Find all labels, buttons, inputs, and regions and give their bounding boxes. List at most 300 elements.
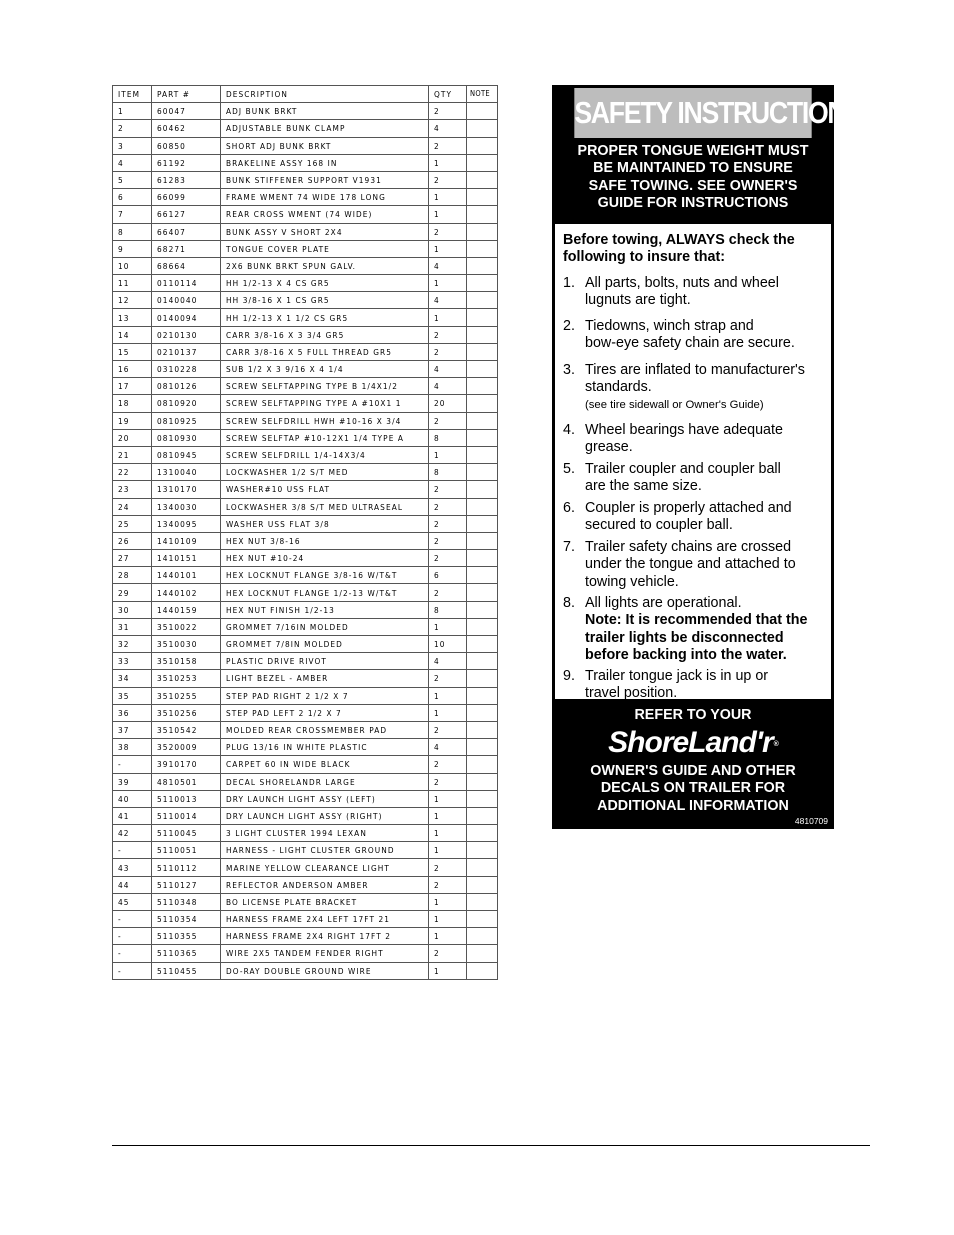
cell-qty: 2	[429, 584, 467, 601]
cell-part-number: 1440102	[152, 584, 221, 601]
cell-qty: 1	[429, 704, 467, 721]
cell-qty: 8	[429, 601, 467, 618]
item-text	[585, 318, 795, 353]
cell-item: 32	[113, 636, 152, 653]
table-row	[113, 876, 498, 893]
cell-qty: 1	[429, 807, 467, 824]
cell-description: REFLECTOR ANDERSON AMBER	[221, 876, 429, 893]
cell-description: LOCKWASHER 1/2 S/T MED	[221, 464, 429, 481]
cell-item: 16	[113, 361, 152, 378]
cell-qty: 2	[429, 481, 467, 498]
cell-item: -	[113, 842, 152, 859]
footer-rule	[112, 1145, 870, 1146]
table-row	[113, 412, 498, 429]
cell-qty: 1	[429, 911, 467, 928]
cell-qty: 2	[429, 223, 467, 240]
safety-title: SAFETY INSTRUCTIONS	[574, 88, 811, 138]
cell-qty: 2	[429, 343, 467, 360]
item-text	[585, 461, 781, 496]
cell-item: 2	[113, 120, 152, 137]
cell-part-number: 3520009	[152, 739, 221, 756]
table-row	[113, 171, 498, 188]
cell-part-number: 60462	[152, 120, 221, 137]
cell-qty: 2	[429, 498, 467, 515]
owners-guide-note	[552, 763, 834, 815]
table-row	[113, 859, 498, 876]
checklist-intro	[563, 232, 795, 267]
cell-qty: 2	[429, 171, 467, 188]
cell-note	[467, 704, 498, 721]
item-line: travel position.	[585, 685, 678, 702]
cell-note	[467, 171, 498, 188]
cell-part-number: 1310040	[152, 464, 221, 481]
cell-description: GROMMET 7/16IN MOLDED	[221, 618, 429, 635]
warning-line: BE MAINTAINED TO ENSURE	[593, 160, 793, 177]
table-row	[113, 257, 498, 274]
table-row	[113, 292, 498, 309]
cell-qty: 4	[429, 653, 467, 670]
cell-qty: 1	[429, 842, 467, 859]
item-line: Trailer safety chains are crossed	[585, 539, 792, 555]
cell-qty: 1	[429, 825, 467, 842]
cell-note	[467, 464, 498, 481]
shorelandr-logo	[552, 727, 834, 759]
table-row	[113, 275, 498, 292]
cell-part-number: 66099	[152, 189, 221, 206]
table-row	[113, 807, 498, 824]
cell-item: 5	[113, 171, 152, 188]
table-row	[113, 498, 498, 515]
cell-part-number: 1410109	[152, 532, 221, 549]
cell-part-number: 5110014	[152, 807, 221, 824]
cell-note	[467, 189, 498, 206]
cell-note	[467, 343, 498, 360]
cell-item: 20	[113, 429, 152, 446]
cell-description: HARNESS - LIGHT CLUSTER GROUND	[221, 842, 429, 859]
cell-description: STEP PAD RIGHT 2 1/2 X 7	[221, 687, 429, 704]
cell-note	[467, 275, 498, 292]
cell-item: -	[113, 962, 152, 979]
cell-part-number: 0210137	[152, 343, 221, 360]
cell-qty: 4	[429, 378, 467, 395]
cell-item: 1	[113, 103, 152, 120]
cell-item: 36	[113, 704, 152, 721]
cell-qty: 1	[429, 446, 467, 463]
cell-description: 3 LIGHT CLUSTER 1994 LEXAN	[221, 825, 429, 842]
cell-description: HH 3/8-16 X 1 CS GR5	[221, 292, 429, 309]
cell-description: CARR 3/8-16 X 5 FULL THREAD GR5	[221, 343, 429, 360]
parts-list-table	[112, 85, 498, 980]
item-line: under the tongue and attached to	[585, 556, 796, 573]
cell-item: 34	[113, 670, 152, 687]
cell-part-number: 5110013	[152, 790, 221, 807]
cell-part-number: 0310228	[152, 361, 221, 378]
cell-note	[467, 309, 498, 326]
item-number: 4.	[563, 422, 575, 438]
cell-description: BUNK ASSY V SHORT 2X4	[221, 223, 429, 240]
cell-qty: 1	[429, 154, 467, 171]
table-row	[113, 618, 498, 635]
cell-note	[467, 532, 498, 549]
cell-note	[467, 790, 498, 807]
table-row	[113, 756, 498, 773]
cell-qty: 20	[429, 395, 467, 412]
cell-description: HEX NUT #10-24	[221, 550, 429, 567]
cell-note	[467, 412, 498, 429]
cell-note	[467, 859, 498, 876]
item-number: 3.	[563, 362, 575, 378]
cell-note	[467, 601, 498, 618]
table-row	[113, 567, 498, 584]
cell-qty: 2	[429, 515, 467, 532]
item-text	[585, 362, 805, 414]
item-line: Coupler is properly attached and	[585, 500, 792, 516]
cell-part-number: 5110045	[152, 825, 221, 842]
warning-line: GUIDE FOR INSTRUCTIONS	[597, 194, 789, 211]
cell-item: 33	[113, 653, 152, 670]
cell-part-number: 0140040	[152, 292, 221, 309]
table-row	[113, 137, 498, 154]
cell-item: 17	[113, 378, 152, 395]
cell-note	[467, 928, 498, 945]
cell-description: PLUG 13/16 IN WHITE PLASTIC	[221, 739, 429, 756]
item-line: lugnuts are tight.	[585, 292, 691, 309]
cell-part-number: 1340030	[152, 498, 221, 515]
cell-description: HH 1/2-13 X 1 1/2 CS GR5	[221, 309, 429, 326]
header-part-number: PART #	[152, 86, 221, 103]
cell-item: 43	[113, 859, 152, 876]
cell-description: TONGUE COVER PLATE	[221, 240, 429, 257]
cell-note	[467, 842, 498, 859]
item-note-line: before backing into the water.	[585, 646, 787, 663]
cell-item: 45	[113, 893, 152, 910]
item-line: All parts, bolts, nuts and wheel	[585, 275, 779, 291]
table-row	[113, 206, 498, 223]
table-row	[113, 945, 498, 962]
cell-note	[467, 945, 498, 962]
cell-part-number: 0810126	[152, 378, 221, 395]
cell-description: WASHER#10 USS FLAT	[221, 481, 429, 498]
cell-part-number: 1410151	[152, 550, 221, 567]
cell-part-number: 3910170	[152, 756, 221, 773]
cell-item: 22	[113, 464, 152, 481]
cell-part-number: 5110355	[152, 928, 221, 945]
table-row	[113, 653, 498, 670]
cell-part-number: 3510256	[152, 704, 221, 721]
cell-qty: 1	[429, 618, 467, 635]
cell-item: -	[113, 911, 152, 928]
cell-item: 42	[113, 825, 152, 842]
cell-description: 2X6 BUNK BRKT SPUN GALV.	[221, 257, 429, 274]
cell-qty: 1	[429, 240, 467, 257]
registered-mark: ®	[773, 741, 778, 748]
cell-qty: 2	[429, 412, 467, 429]
table-row	[113, 326, 498, 343]
cell-part-number: 4810501	[152, 773, 221, 790]
cell-part-number: 68664	[152, 257, 221, 274]
cell-part-number: 1340095	[152, 515, 221, 532]
cell-item: 18	[113, 395, 152, 412]
cell-note	[467, 292, 498, 309]
cell-part-number: 5110127	[152, 876, 221, 893]
cell-item: 21	[113, 446, 152, 463]
warning-line: PROPER TONGUE WEIGHT MUST	[577, 143, 809, 159]
towing-checklist	[555, 224, 831, 702]
cell-part-number: 5110112	[152, 859, 221, 876]
table-row	[113, 721, 498, 738]
owners-line: ADDITIONAL INFORMATION	[597, 797, 789, 814]
cell-item: 25	[113, 515, 152, 532]
cell-part-number: 5110051	[152, 842, 221, 859]
cell-qty: 2	[429, 137, 467, 154]
cell-description: HEX NUT FINISH 1/2-13	[221, 601, 429, 618]
cell-description: BO LICENSE PLATE BRACKET	[221, 893, 429, 910]
cell-part-number: 0140094	[152, 309, 221, 326]
cell-qty: 1	[429, 928, 467, 945]
cell-description: FRAME WMENT 74 WIDE 178 LONG	[221, 189, 429, 206]
cell-description: DRY LAUNCH LIGHT ASSY (RIGHT)	[221, 807, 429, 824]
cell-item: 4	[113, 154, 152, 171]
cell-qty: 4	[429, 739, 467, 756]
parts-table-body	[113, 103, 498, 980]
item-number: 1.	[563, 275, 575, 291]
refer-to-your: REFER TO YOUR	[634, 707, 752, 723]
item-number: 5.	[563, 461, 575, 477]
cell-item: 44	[113, 876, 152, 893]
item-line: bow-eye safety chain are secure.	[585, 335, 795, 352]
cell-qty: 2	[429, 876, 467, 893]
table-row	[113, 223, 498, 240]
cell-description: HARNESS FRAME 2X4 LEFT 17FT 21	[221, 911, 429, 928]
cell-qty: 4	[429, 120, 467, 137]
cell-part-number: 68271	[152, 240, 221, 257]
cell-part-number: 5110365	[152, 945, 221, 962]
decal-part-number: 4810709	[794, 816, 828, 826]
tongue-weight-warning	[552, 143, 834, 212]
cell-description: LIGHT BEZEL - AMBER	[221, 670, 429, 687]
cell-part-number: 3510022	[152, 618, 221, 635]
table-row	[113, 154, 498, 171]
item-number: 8.	[563, 595, 575, 611]
item-line: Tiedowns, winch strap and	[585, 318, 754, 334]
item-line: Trailer tongue jack is in up or	[585, 668, 769, 684]
cell-qty: 1	[429, 275, 467, 292]
cell-description: SUB 1/2 X 3 9/16 X 4 1/4	[221, 361, 429, 378]
cell-part-number: 0210130	[152, 326, 221, 343]
header-note: NOTE	[467, 86, 498, 103]
table-row	[113, 309, 498, 326]
cell-description: CARPET 60 IN WIDE BLACK	[221, 756, 429, 773]
cell-item: 15	[113, 343, 152, 360]
cell-qty: 4	[429, 257, 467, 274]
cell-description: HEX LOCKNUT FLANGE 1/2-13 W/T&T	[221, 584, 429, 601]
cell-item: 27	[113, 550, 152, 567]
header-qty: QTY	[429, 86, 467, 103]
cell-note	[467, 687, 498, 704]
cell-qty: 2	[429, 550, 467, 567]
cell-qty: 2	[429, 670, 467, 687]
cell-qty: 1	[429, 790, 467, 807]
cell-item: 38	[113, 739, 152, 756]
cell-part-number: 66127	[152, 206, 221, 223]
table-row	[113, 670, 498, 687]
table-row	[113, 240, 498, 257]
cell-part-number: 1440159	[152, 601, 221, 618]
table-row	[113, 893, 498, 910]
cell-part-number: 5110455	[152, 962, 221, 979]
cell-item: -	[113, 945, 152, 962]
cell-note	[467, 361, 498, 378]
cell-note	[467, 257, 498, 274]
cell-note	[467, 378, 498, 395]
cell-note	[467, 807, 498, 824]
cell-item: 14	[113, 326, 152, 343]
cell-description: BRAKELINE ASSY 168 IN	[221, 154, 429, 171]
logo-text: ShoreLand'r	[608, 726, 773, 759]
cell-item: 26	[113, 532, 152, 549]
cell-description: ADJ BUNK BRKT	[221, 103, 429, 120]
cell-part-number: 1310170	[152, 481, 221, 498]
cell-part-number: 5110354	[152, 911, 221, 928]
table-row	[113, 481, 498, 498]
cell-item: 35	[113, 687, 152, 704]
cell-description: WASHER USS FLAT 3/8	[221, 515, 429, 532]
cell-description: SHORT ADJ BUNK BRKT	[221, 137, 429, 154]
cell-part-number: 1440101	[152, 567, 221, 584]
cell-description: SCREW SELFTAP #10-12X1 1/4 TYPE A	[221, 429, 429, 446]
item-text	[585, 539, 796, 591]
owners-line: DECALS ON TRAILER FOR	[600, 780, 786, 797]
cell-item: 9	[113, 240, 152, 257]
cell-description: MARINE YELLOW CLEARANCE LIGHT	[221, 859, 429, 876]
cell-part-number: 0810925	[152, 412, 221, 429]
table-row	[113, 739, 498, 756]
cell-note	[467, 240, 498, 257]
table-row	[113, 120, 498, 137]
item-note-line: Note: It is recommended that the	[585, 612, 808, 629]
cell-item: 11	[113, 275, 152, 292]
cell-note	[467, 893, 498, 910]
cell-qty: 2	[429, 721, 467, 738]
cell-part-number: 3510158	[152, 653, 221, 670]
table-row	[113, 601, 498, 618]
table-row	[113, 515, 498, 532]
cell-qty: 2	[429, 773, 467, 790]
cell-note	[467, 670, 498, 687]
cell-qty: 8	[429, 429, 467, 446]
cell-part-number: 0110114	[152, 275, 221, 292]
cell-item: 31	[113, 618, 152, 635]
table-row	[113, 687, 498, 704]
cell-description: CARR 3/8-16 X 3 3/4 GR5	[221, 326, 429, 343]
table-row	[113, 636, 498, 653]
cell-part-number: 61192	[152, 154, 221, 171]
cell-part-number: 0810920	[152, 395, 221, 412]
cell-item: 10	[113, 257, 152, 274]
cell-qty: 8	[429, 464, 467, 481]
table-row	[113, 962, 498, 979]
cell-item: -	[113, 756, 152, 773]
item-number: 6.	[563, 500, 575, 516]
cell-note	[467, 550, 498, 567]
table-row	[113, 842, 498, 859]
item-text	[585, 422, 783, 457]
table-row	[113, 395, 498, 412]
cell-description: HEX NUT 3/8-16	[221, 532, 429, 549]
cell-note	[467, 103, 498, 120]
cell-item: 3	[113, 137, 152, 154]
cell-description: DRY LAUNCH LIGHT ASSY (LEFT)	[221, 790, 429, 807]
cell-note	[467, 911, 498, 928]
table-row	[113, 704, 498, 721]
item-line: Wheel bearings have adequate	[585, 422, 783, 438]
cell-description: HARNESS FRAME 2X4 RIGHT 17FT 2	[221, 928, 429, 945]
intro-line: Before towing, ALWAYS check the	[563, 232, 795, 248]
item-number: 2.	[563, 318, 575, 334]
cell-note	[467, 395, 498, 412]
table-row	[113, 825, 498, 842]
cell-item: 12	[113, 292, 152, 309]
owners-line: OWNER'S GUIDE AND OTHER	[590, 763, 796, 779]
cell-item: 8	[113, 223, 152, 240]
item-note-line: trailer lights be disconnected	[585, 629, 784, 646]
cell-note	[467, 515, 498, 532]
cell-note	[467, 154, 498, 171]
cell-part-number: 3510255	[152, 687, 221, 704]
cell-note	[467, 498, 498, 515]
cell-description: SCREW SELFDRILL 1/4-14X3/4	[221, 446, 429, 463]
table-row	[113, 584, 498, 601]
cell-qty: 6	[429, 567, 467, 584]
cell-note	[467, 618, 498, 635]
table-header-row	[113, 86, 498, 103]
cell-item: 41	[113, 807, 152, 824]
cell-qty: 2	[429, 859, 467, 876]
table-row	[113, 532, 498, 549]
cell-note	[467, 825, 498, 842]
table-row	[113, 429, 498, 446]
cell-description: HEX LOCKNUT FLANGE 3/8-16 W/T&T	[221, 567, 429, 584]
item-text	[585, 668, 768, 703]
cell-note	[467, 206, 498, 223]
cell-item: 40	[113, 790, 152, 807]
table-row	[113, 773, 498, 790]
item-line: secured to coupler ball.	[585, 517, 733, 534]
cell-note	[467, 636, 498, 653]
cell-qty: 1	[429, 189, 467, 206]
cell-part-number: 3510542	[152, 721, 221, 738]
cell-qty: 2	[429, 532, 467, 549]
cell-note	[467, 653, 498, 670]
header-description: DESCRIPTION	[221, 86, 429, 103]
cell-part-number: 0810945	[152, 446, 221, 463]
cell-qty: 4	[429, 361, 467, 378]
cell-part-number: 3510253	[152, 670, 221, 687]
cell-qty: 2	[429, 945, 467, 962]
cell-item: 19	[113, 412, 152, 429]
cell-note	[467, 876, 498, 893]
cell-note	[467, 567, 498, 584]
header-item: ITEM	[113, 86, 152, 103]
cell-qty: 1	[429, 893, 467, 910]
cell-part-number: 61283	[152, 171, 221, 188]
cell-part-number: 60850	[152, 137, 221, 154]
cell-description: BUNK STIFFENER SUPPORT V1931	[221, 171, 429, 188]
cell-part-number: 60047	[152, 103, 221, 120]
cell-description: HH 1/2-13 X 4 CS GR5	[221, 275, 429, 292]
cell-description: PLASTIC DRIVE RIVOT	[221, 653, 429, 670]
cell-qty: 1	[429, 206, 467, 223]
